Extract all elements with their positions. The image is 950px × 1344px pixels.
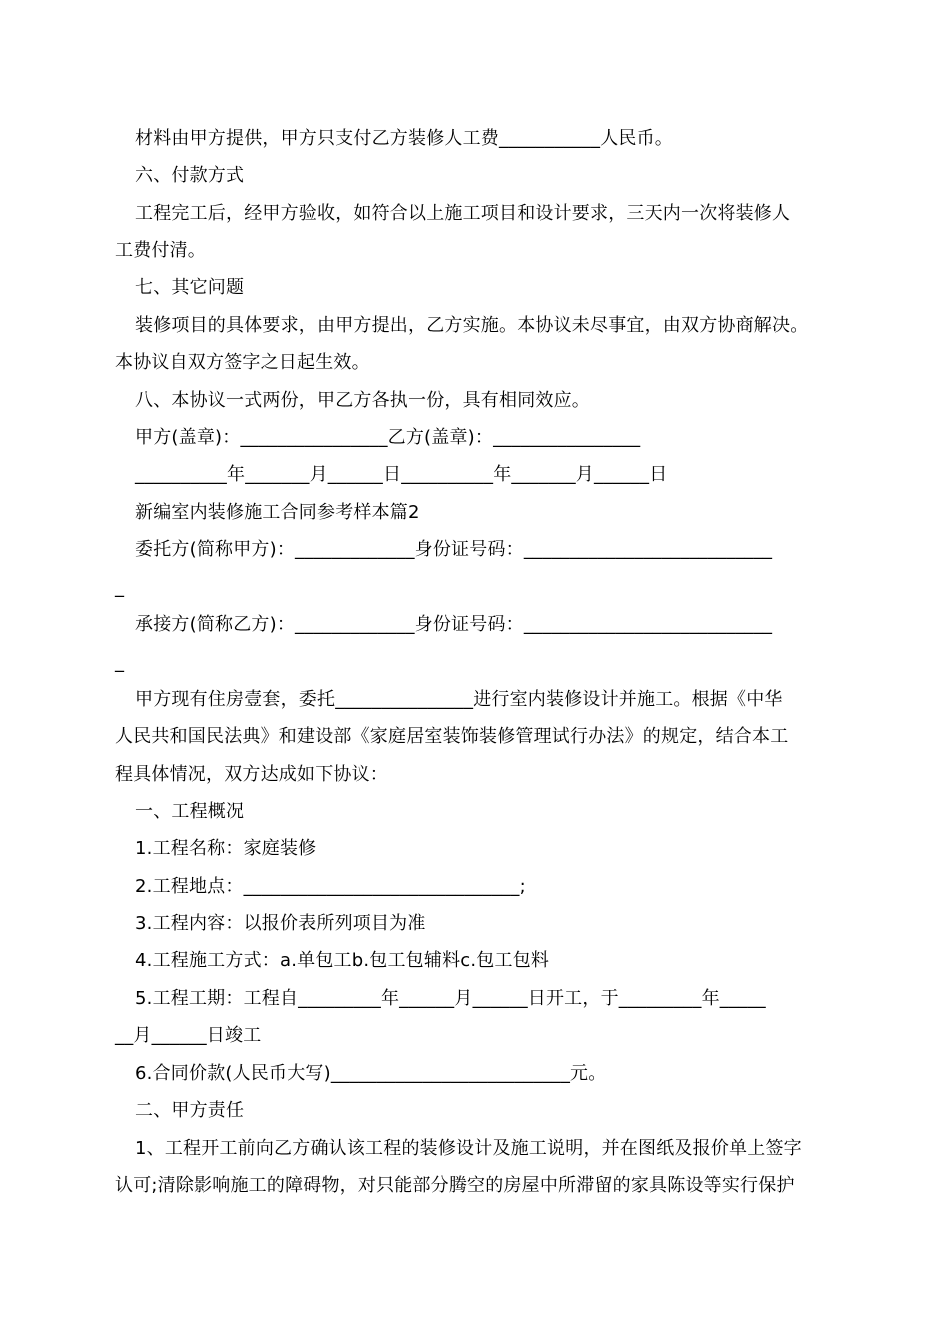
text-line: 本协议自双方签字之日起生效。 [115,352,370,373]
list-item: 6.合同价款(人民币大写)__________________________元。 [135,1063,607,1084]
list-item: 3.工程内容：以报价表所列项目为准 [135,913,426,934]
section-heading: 六、付款方式 [135,165,245,186]
section-heading: 八、本协议一式两份，甲乙方各执一份，具有相同效应。 [135,390,590,411]
text-line: __月______日竣工 [115,1025,262,1046]
list-item: 1.工程名称：家庭装修 [135,838,317,859]
text-line: 程具体情况，双方达成如下协议： [115,764,388,785]
party-a-line: 委托方(简称甲方)：_____________身份证号码：___________________________ [135,539,773,560]
section-heading: 一、工程概况 [135,801,245,822]
section-heading: 七、其它问题 [135,277,245,298]
text-line: 装修项目的具体要求，由甲方提出，乙方实施。本协议未尽事宜，由双方协商解决。 [135,315,809,336]
party-b-line: 承接方(简称乙方)：_____________身份证号码：___________________________ [135,614,773,635]
date-line: __________年_______月______日__________年_______月______日 [135,464,668,485]
section-heading: 二、甲方责任 [135,1100,245,1121]
text-line: 认可;清除影响施工的障碍物，对只能部分腾空的房屋中所滞留的家具陈设等实行保护 [115,1175,795,1196]
text-line: 人民共和国民法典》和建设部《家庭居室装饰装修管理试行办法》的规定，结合本工 [115,726,789,747]
signature-line: 甲方(盖章)：________________乙方(盖章)：________________ [135,427,641,448]
text-line: 工费付清。 [115,240,206,261]
text-line: 甲方现有住房壹套，委托_______________进行室内装修设计并施工。根据《中华 [135,689,783,710]
list-item: 5.工程工期：工程自_________年______月______日开工，于_________年_____ [135,988,766,1009]
text-line: _ [115,577,125,598]
text-line: 1、工程开工前向乙方确认该工程的装修设计及施工说明，并在图纸及报价单上签字 [135,1138,802,1159]
list-item: 2.工程地点：______________________________; [135,876,526,897]
list-item: 4.工程施工方式：a.单包工b.包工包辅料c.包工包料 [135,950,550,971]
text-line: 工程完工后，经甲方验收，如符合以上施工项目和设计要求，三天内一次将装修人 [135,203,791,224]
text-line: 材料由甲方提供，甲方只支付乙方装修人工费___________人民币。 [135,128,673,149]
contract-title: 新编室内装修施工合同参考样本篇2 [135,502,420,523]
text-line: _ [115,652,125,673]
